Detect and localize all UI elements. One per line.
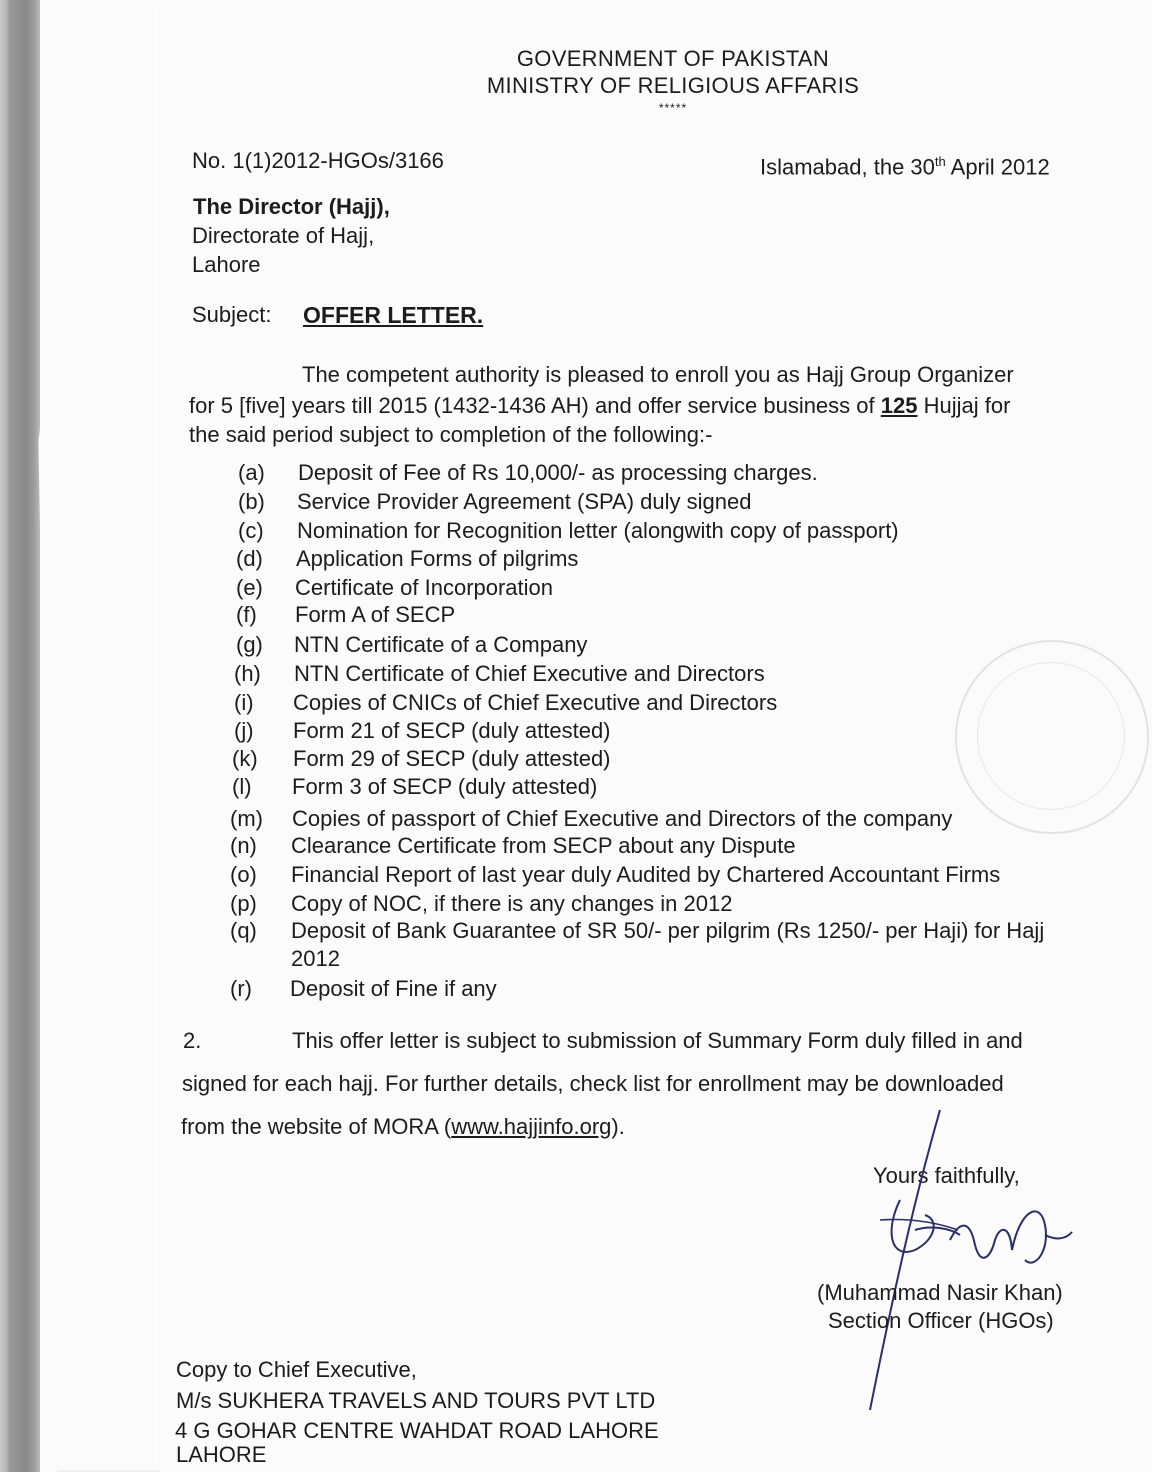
para2-line-1: This offer letter is subject to submission of Summary Form duly filled in and: [292, 1028, 1023, 1053]
list-item-label: (k): [232, 746, 258, 771]
para2-line-2: signed for each hajj. For further details, check list for enrollment may be downloaded: [182, 1071, 1004, 1096]
hujjaj-count: 125: [880, 393, 918, 418]
list-item-label: (b): [238, 489, 265, 514]
list-item-label: (j): [234, 718, 254, 743]
list-item-text: Certificate of Incorporation: [295, 575, 554, 600]
list-item-text: Clearance Certificate from SECP about any Dispute: [291, 833, 796, 858]
list-item-text: Nomination for Recognition letter (alongwith copy of passport): [297, 518, 899, 543]
list-item-text: Copies of passport of Chief Executive and Directors of the company: [292, 806, 953, 831]
mora-website-link[interactable]: www.hajjinfo.org: [451, 1114, 612, 1139]
header-ministry: MINISTRY OF RELIGIOUS AFFARIS: [486, 73, 860, 98]
body-line-2: for 5 [five] years till 2015 (1432-1436 AH) and offer service business of 125 Hujjaj for: [189, 393, 1011, 418]
list-item-label: (d): [236, 546, 263, 571]
addressee-city: Lahore: [192, 252, 261, 277]
addressee-directorate: Directorate of Hajj,: [192, 223, 375, 248]
list-item-text: Form 21 of SECP (duly attested): [293, 718, 611, 743]
list-item-text: Application Forms of pilgrims: [296, 546, 579, 571]
list-item-label: (p): [230, 891, 257, 916]
list-item-label: (f): [236, 602, 257, 627]
list-item-label: (r): [230, 976, 252, 1001]
subject-text: OFFER LETTER.: [303, 302, 484, 328]
list-item-text: Service Provider Agreement (SPA) duly signed: [297, 489, 752, 514]
list-item-label: (i): [234, 690, 254, 715]
list-item-label: (g): [236, 632, 263, 657]
list-item-label: (a): [238, 460, 265, 485]
para2-line-3: from the website of MORA (www.hajjinfo.org).: [181, 1114, 625, 1139]
list-item-text: NTN Certificate of Chief Executive and Directors: [294, 661, 765, 686]
valediction: Yours faithfully,: [873, 1163, 1020, 1188]
list-item-label: (c): [238, 518, 264, 543]
scan-edge: [0, 0, 40, 1472]
list-item-text: Deposit of Fine if any: [290, 976, 497, 1001]
addressee-title: The Director (Hajj),: [193, 194, 390, 219]
signatory-designation: Section Officer (HGOs): [828, 1308, 1054, 1333]
reference-number: No. 1(1)2012-HGOs/3166: [192, 148, 444, 173]
handwritten-signature: [840, 1100, 1100, 1420]
copy-to-line-1: Copy to Chief Executive,: [176, 1357, 417, 1382]
copy-to-line-4: LAHORE: [176, 1442, 267, 1467]
list-item-continuation: 2012: [291, 946, 340, 971]
list-item-label: (m): [230, 806, 263, 831]
list-item-text: Form A of SECP: [295, 602, 456, 627]
list-item-label: (n): [230, 833, 257, 858]
body-line-3: the said period subject to completion of the following:-: [189, 422, 713, 447]
list-item-text: Copies of CNICs of Chief Executive and Directors: [293, 690, 778, 715]
letter-date: Islamabad, the 30th April 2012: [760, 154, 1050, 180]
list-item-label: (q): [230, 918, 257, 943]
list-item-text: NTN Certificate of a Company: [294, 632, 588, 657]
subject-label: Subject:: [192, 302, 272, 327]
list-item-label: (e): [236, 575, 263, 600]
list-item-text: Copy of NOC, if there is any changes in 2012: [291, 891, 733, 916]
para2-number: 2.: [183, 1028, 202, 1053]
header-stars: *****: [658, 101, 688, 115]
copy-to-line-3: 4 G GOHAR CENTRE WAHDAT ROAD LAHORE: [175, 1418, 659, 1443]
faint-stamp-seal: [955, 640, 1149, 834]
list-item-text: Deposit of Fee of Rs 10,000/- as processing charges.: [298, 460, 818, 485]
list-item-text: Form 3 of SECP (duly attested): [292, 774, 598, 799]
list-item-text: Financial Report of last year duly Audited by Chartered Accountant Firms: [291, 862, 1001, 887]
list-item-text: Form 29 of SECP (duly attested): [293, 746, 611, 771]
list-item-label: (h): [234, 661, 261, 686]
copy-to-line-2: M/s SUKHERA TRAVELS AND TOURS PVT LTD: [176, 1388, 656, 1413]
list-item-label: (o): [230, 862, 257, 887]
signatory-name: (Muhammad Nasir Khan): [817, 1280, 1063, 1305]
list-item-label: (l): [232, 774, 252, 799]
body-line-1: The competent authority is pleased to enroll you as Hajj Group Organizer: [302, 362, 1014, 387]
list-item-text: Deposit of Bank Guarantee of SR 50/- per pilgrim (Rs 1250/- per Haji) for Hajj: [291, 918, 1045, 943]
header-government: GOVERNMENT OF PAKISTAN: [516, 46, 830, 71]
